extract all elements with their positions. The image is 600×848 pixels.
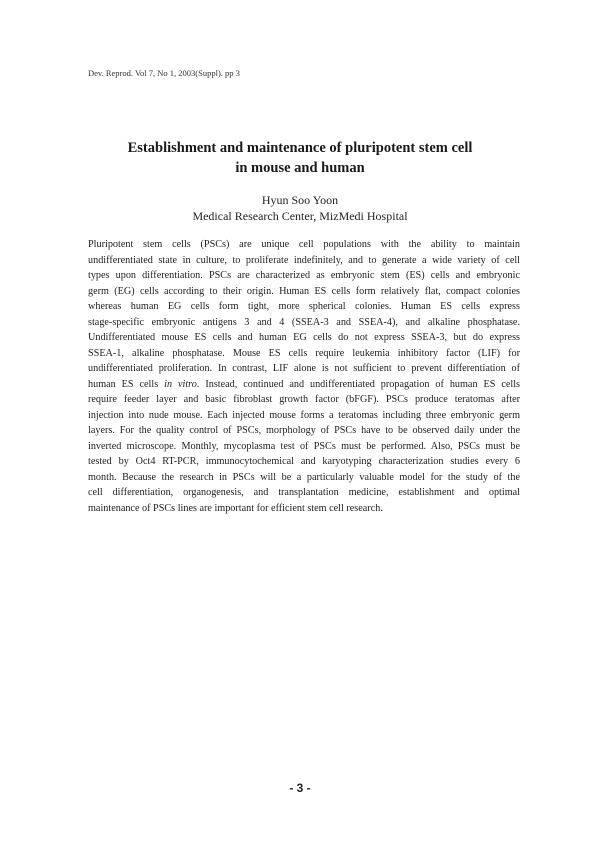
abstract-line: layers. For the quality control of PSCs, morphology of PSCs have to be observed daily under the [88,425,520,436]
abstract-line: stage-specific embryonic antigens 3 and 4 (SSEA-3 and SSEA-4), and alkaline phosphatase. [88,316,520,328]
abstract-line: types upon differentiation. PSCs are characterized as embryonic stem (ES) cells and embryonic [88,270,520,281]
abstract-line: injection into nude mouse. Each injected mouse forms a teratomas including three embryonic germ [88,409,520,421]
paper-title-line-1: Establishment and maintenance of pluripotent stem cell [127,140,473,156]
paper-title-line-2: in mouse and human [235,160,365,176]
journal-reference: Dev. Reprod. Vol 7, No 1, 2003(Suppl). pp 3 [88,68,240,78]
abstract-line: SSEA-1, alkaline phosphatase. Mouse ES cells require leukemia inhibitory factor (LIF) for [88,347,520,359]
abstract-line: require feeder layer and basic fibroblast growth factor (bFGF). PSCs produce teratomas after [88,394,520,405]
italic-term: in vitro [164,378,197,390]
abstract-line: Pluripotent stem cells (PSCs) are unique cell populations with the ability to maintain [88,239,520,250]
page-number: - 3 - [289,781,311,795]
abstract-text-segment: . Instead, continued and undifferentiated propagation of human ES cells [196,378,520,390]
abstract-text-segment: human ES cells [88,378,165,390]
abstract-line: undifferentiated state in culture, to proliferate indefinitely, and to generate a wide variety of cell [88,254,520,266]
abstract-line: whereas human EG cells form tight, more spherical colonies. Human ES cells express [88,301,520,312]
author-name: Hyun Soo Yoon [261,193,339,207]
abstract-line: month. Because the research in PSCs will be a particularly valuable model for the study of the [88,471,520,483]
abstract-line [88,377,520,393]
paper-title [0,138,600,178]
abstract-line: germ (EG) cells according to their origin. Human ES cells form relatively flat, compact colonies [88,285,520,297]
abstract-line: tested by Oct4 RT-PCR, immunocytochemical and karyotyping characterization studies every 6 [88,456,520,467]
author-affiliation: Medical Research Center, MizMedi Hospital [192,209,408,223]
abstract-line: undifferentiated proliferation. In contrast, LIF alone is not sufficient to prevent differentiation of [88,363,520,374]
abstract-body [88,237,520,516]
abstract-line: inverted microscope. Monthly, mycoplasma test of PSCs must be performed. Also, PSCs must be [88,440,520,452]
abstract-line: Undifferentiated mouse ES cells and human EG cells do not express SSEA-3, but do express [88,332,520,343]
abstract-line: cell differentiation, organogenesis, and transplantation medicine, establishment and optimal [88,487,520,498]
abstract-line: maintenance of PSCs lines are important for efficient stem cell research. [88,502,383,514]
